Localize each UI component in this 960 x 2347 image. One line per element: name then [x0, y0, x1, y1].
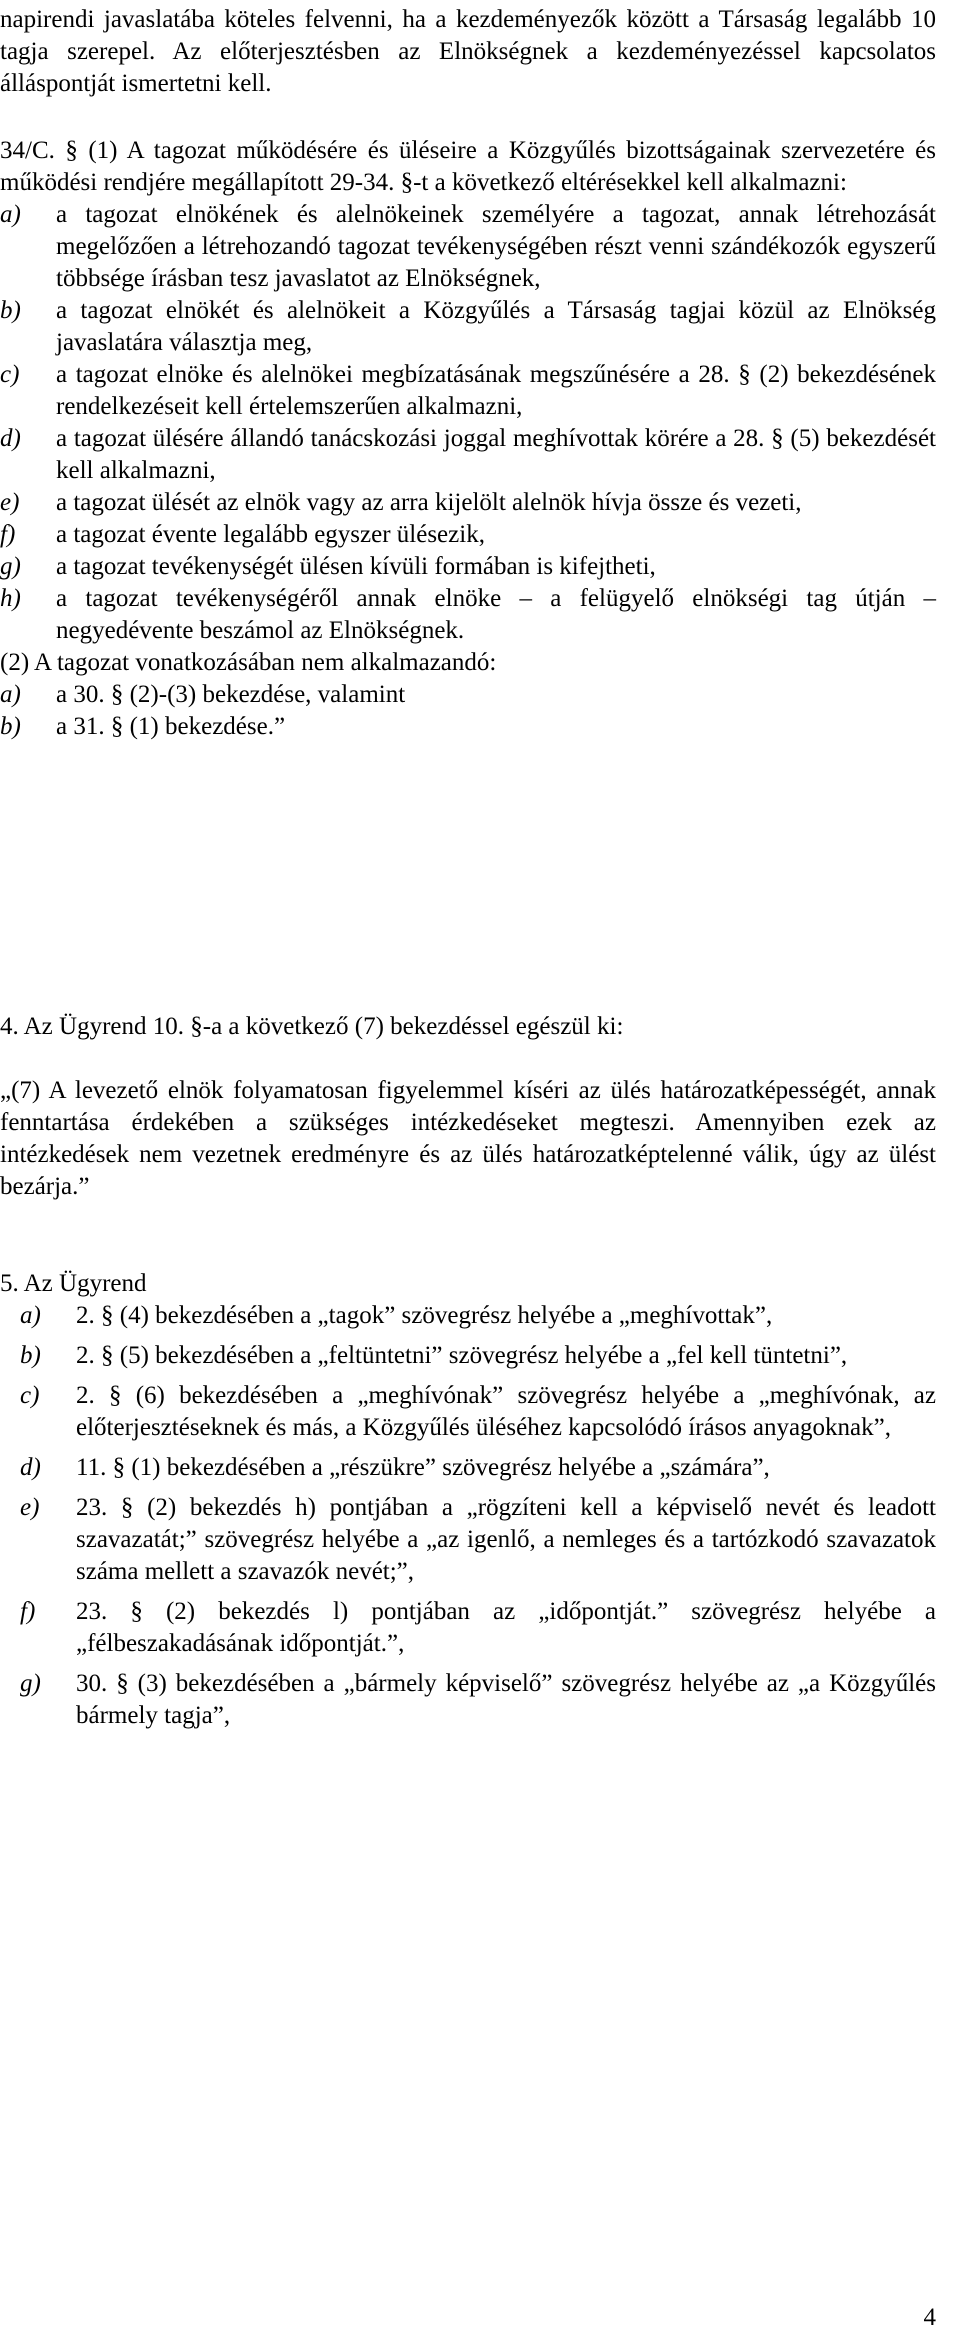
list-item-text: a tagozat elnökének és alelnökeinek személyére a tagozat, annak létrehozását megelőzően a létrehozandó tagozat tevékenységében részt venni szándékozók egyszerű többsége írásban tesz javaslatot az Elnökségnek,: [56, 201, 936, 292]
list-item-label: c): [0, 361, 20, 388]
list-item-text: a 31. § (1) bekezdése.”: [56, 713, 286, 740]
section-4-quote: „(7) A levezető elnök folyamatosan figyelemmel kíséri az ülés határozatképességét, annak fenntartása érdekében a szükséges intézkedéseket megteszi. Amennyiben ezek az intézkedések nem vezetnek eredményre és az ülés határozatképtelenné válik, úgy az ülést bezárja.”: [0, 1077, 936, 1200]
list-item-text: 30. § (3) bekezdésében a „bármely képviselő” szövegrész helyébe az „a Közgyűlés bármely tagja”,: [76, 1670, 936, 1729]
list-item: [0, 519, 936, 551]
list-item-text: a tagozat tevékenységéről annak elnöke – a felügyelő elnökségi tag útján – negyedévente beszámol az Elnökségnek.: [56, 585, 936, 644]
list-item-label: f): [20, 1598, 36, 1625]
section-34c-list: [0, 199, 936, 647]
list-item-text: a 30. § (2)-(3) bekezdése, valamint: [56, 681, 406, 708]
list-item: [0, 711, 936, 743]
list-item-label: d): [20, 1454, 41, 1481]
list-item-text: a tagozat ülésére állandó tanácskozási joggal meghívottak körére a 28. § (5) bekezdését kell alkalmazni,: [56, 425, 936, 484]
list-item-text: 2. § (4) bekezdésében a „tagok” szövegrész helyébe a „meghívottak”,: [76, 1302, 773, 1329]
list-item-label: e): [20, 1494, 40, 1521]
list-item: [20, 1380, 936, 1444]
list-item: [0, 551, 936, 583]
list-item-label: g): [0, 553, 21, 580]
list-item: [0, 423, 936, 487]
section-4: [0, 1011, 936, 1203]
list-item: [0, 199, 936, 295]
list-item-text: a tagozat elnöke és alelnökei megbízatásának megszűnésére a 28. § (2) bekezdésének rendelkezéseit kell értelemszerűen alkalmazni,: [56, 361, 936, 420]
list-item: [20, 1668, 936, 1732]
list-item-label: e): [0, 489, 20, 516]
list-item-label: b): [20, 1342, 41, 1369]
list-item: [20, 1596, 936, 1660]
section-34c: [0, 135, 936, 743]
list-item: [20, 1492, 936, 1588]
section-34c-intro: 34/C. § (1) A tagozat működésére és üléseire a Közgyűlés bizottságainak szervezetére és működési rendjére megállapított 29-34. §-t a következő eltérésekkel kell alkalmazni:: [0, 137, 936, 196]
list-item-label: g): [20, 1670, 41, 1697]
intro-paragraph: [0, 4, 936, 100]
list-item: [0, 679, 936, 711]
list-item-text: a tagozat ülését az elnök vagy az arra kijelölt alelnök hívja össze és vezeti,: [56, 489, 802, 516]
list-item: [0, 295, 936, 359]
list-item-label: d): [0, 425, 21, 452]
list-item-label: f): [0, 521, 16, 548]
list-item-text: a tagozat tevékenységét ülésen kívüli formában is kifejtheti,: [56, 553, 656, 580]
list-item-text: 11. § (1) bekezdésében a „részükre” szövegrész helyébe a „számára”,: [76, 1454, 770, 1481]
list-item: [0, 487, 936, 519]
section-5-list: [0, 1300, 936, 1732]
section-5: [0, 1268, 936, 1740]
section-5-title: 5. Az Ügyrend: [0, 1270, 147, 1297]
list-item-text: a tagozat évente legalább egyszer ülésezik,: [56, 521, 485, 548]
section-4-title: 4. Az Ügyrend 10. §-a a következő (7) bekezdéssel egészül ki:: [0, 1013, 624, 1040]
list-item-label: a): [0, 681, 21, 708]
list-item-text: 2. § (5) bekezdésében a „feltüntetni” szövegrész helyébe a „fel kell tüntetni”,: [76, 1342, 848, 1369]
list-item-label: a): [20, 1302, 41, 1329]
list-item: [20, 1452, 936, 1484]
section-34c-paragraph-2: (2) A tagozat vonatkozásában nem alkalmazandó:: [0, 649, 497, 676]
paragraph-text: napirendi javaslatába köteles felvenni, ha a kezdeményezők között a Társaság legalább 10 tagja szerepel. Az előterjesztésben az Elnökségnek a kezdeményezéssel kapcsolatos álláspontját ismertetni kell.: [0, 6, 936, 97]
list-item-text: 23. § (2) bekezdés l) pontjában az „időpontját.” szövegrész helyébe a „félbeszakadásának időpontját.”,: [76, 1598, 936, 1657]
list-item: [20, 1340, 936, 1372]
list-item-text: 2. § (6) bekezdésében a „meghívónak” szövegrész helyébe a „meghívónak, az előterjesztéseknek és más, a Közgyűlés üléséhez kapcsolódó írásos anyagoknak”,: [76, 1382, 936, 1441]
list-item-label: b): [0, 713, 21, 740]
page-number: 4: [923, 2304, 936, 2331]
list-item-text: a tagozat elnökét és alelnökeit a Közgyűlés a Társaság tagjai közül az Elnökség javaslatára választja meg,: [56, 297, 936, 356]
section-34c-paragraph-2-list: [0, 679, 936, 743]
list-item-label: a): [0, 201, 21, 228]
list-item-label: b): [0, 297, 21, 324]
list-item-text: 23. § (2) bekezdés h) pontjában a „rögzíteni kell a képviselő nevét és leadott szavazatát;” szövegrész helyébe a „az igenlő, a nemleges és a tartózkodó szavazatok száma mellett a szavazók nevét;”,: [76, 1494, 936, 1585]
list-item-label: h): [0, 585, 21, 612]
list-item-label: c): [20, 1382, 40, 1409]
list-item: [20, 1300, 936, 1332]
list-item: [0, 359, 936, 423]
list-item: [0, 583, 936, 647]
